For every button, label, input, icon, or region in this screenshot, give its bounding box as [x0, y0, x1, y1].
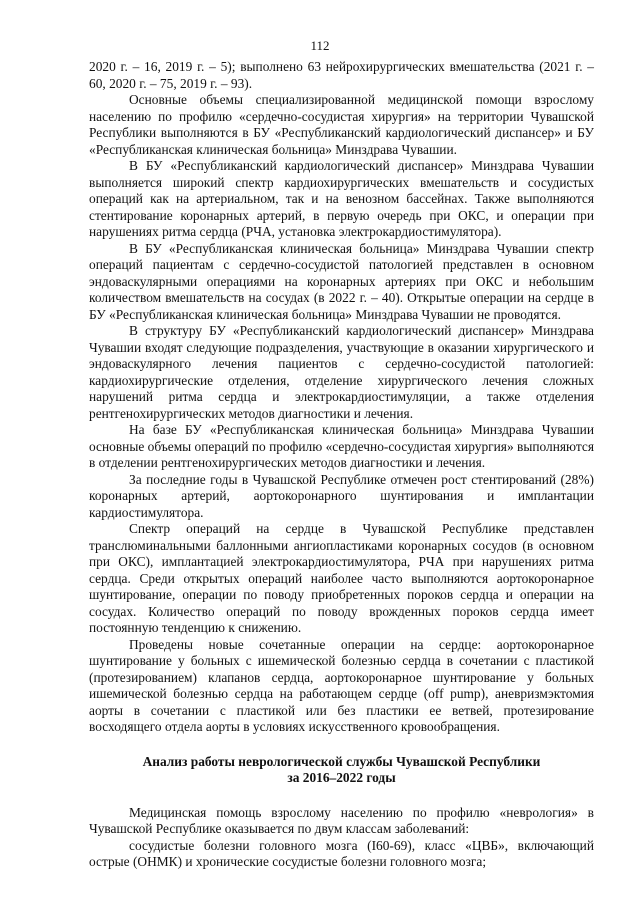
paragraph: В структуру БУ «Республиканский кардиологический диспансер» Минздрава Чувашии входят следующие подразделения, участвующие в оказании хирургического и эндоваскулярного лечения пациентов с сердечно-сосудистой патологией: кардиохирургические отделения, отделение хирургического лечения сложных нарушений ритма сердца и электрокардиостимуляции, а также отделения рентгенохирургических методов диагностики и лечения.	[89, 323, 594, 421]
page-number: 112	[310, 38, 330, 53]
paragraph: В БУ «Республиканская клиническая больница» Минздрава Чувашии спектр операций пациентам с сердечно-сосудистой патологией представлен в основном эндоваскулярными операциями на коронарных артериях при ОКС и небольшим количеством вмешательств на сосудах (в 2022 г. – 40). Открытые операции на сердце в БУ «Республиканская клиническая больница» Минздрава Чувашии не проводятся.	[89, 240, 594, 322]
paragraph: За последние годы в Чувашской Республике отмечен рост стентирований (28%) коронарных артерий, аортокоронарного шунтирования и имплантации кардиостимулятора.	[89, 471, 594, 520]
paragraph: сосудистые болезни головного мозга (I60-69), класс «ЦВБ», включающий острые (ОНМК) и хронические сосудистые болезни головного мозга;	[89, 837, 594, 869]
section-heading-line: за 2016–2022 годы	[287, 770, 396, 785]
paragraph: Медицинская помощь взрослому населению по профилю «неврология» в Чувашской Республике оказывается по двум классам заболеваний:	[89, 804, 594, 836]
paragraph: В БУ «Республиканский кардиологический диспансер» Минздрава Чувашии выполняется широкий спектр кардиохирургических вмешательств и сосудистых операций как на артериальном, так и на венозном бассейнах. Также выполняются стентирование коронарных артерий, в первую очередь при ОКС, и операции при нарушениях ритма сердца (РЧА, установка электрокардиостимулятора).	[89, 158, 594, 239]
paragraph: 2020 г. – 16, 2019 г. – 5); выполнено 63 нейрохирургических вмешательства (2021 г. – 60, 2020 г. – 75, 2019 г. – 93).	[89, 59, 594, 91]
paragraph: Основные объемы специализированной медицинской помощи взрослому населению по профилю «сердечно-сосудистая хирургия» на территории Чувашской Республики выполняются в БУ «Республиканский кардиологический диспансер» и БУ «Республиканская клиническая больница» Минздрава Чувашии.	[89, 92, 594, 157]
section-heading	[89, 754, 594, 787]
document-body	[89, 59, 594, 871]
paragraph: Проведены новые сочетанные операции на сердце: аортокоронарное шунтирование у больных с ишемической болезнью сердца в сочетании с пластикой (протезированием) клапанов сердца, аортокоронарное шунтирование у больных ишемической болезнью сердца на работающем сердце (off pump), аневризмэктомия аорты в сочетании с пластикой или без пластики ее ветвей, протезирование восходящего отдела аорты в условиях искусственного кровообращения.	[89, 636, 594, 734]
paragraph: На базе БУ «Республиканская клиническая больница» Минздрава Чувашии основные объемы операций по профилю «сердечно-сосудистая хирургия» выполняются в отделении рентгенохирургических методов диагностики и лечения.	[89, 422, 594, 470]
paragraph: Спектр операций на сердце в Чувашской Республике представлен транслюминальными баллонными ангиопластиками коронарных сосудов (в основном при ОКС), имплантацией электрокардиостимулятора, РЧА при нарушениях ритма сердца. Среди открытых операций наиболее часто выполняются аортокоронарное шунтирование, операции по поводу приобретенных пороков сердца и операции на сосудах. Количество операций по поводу врожденных пороков сердца имеет постоянную тенденцию к снижению.	[89, 521, 594, 635]
section-heading-line: Анализ работы неврологической службы Чувашской Республики	[142, 753, 541, 769]
